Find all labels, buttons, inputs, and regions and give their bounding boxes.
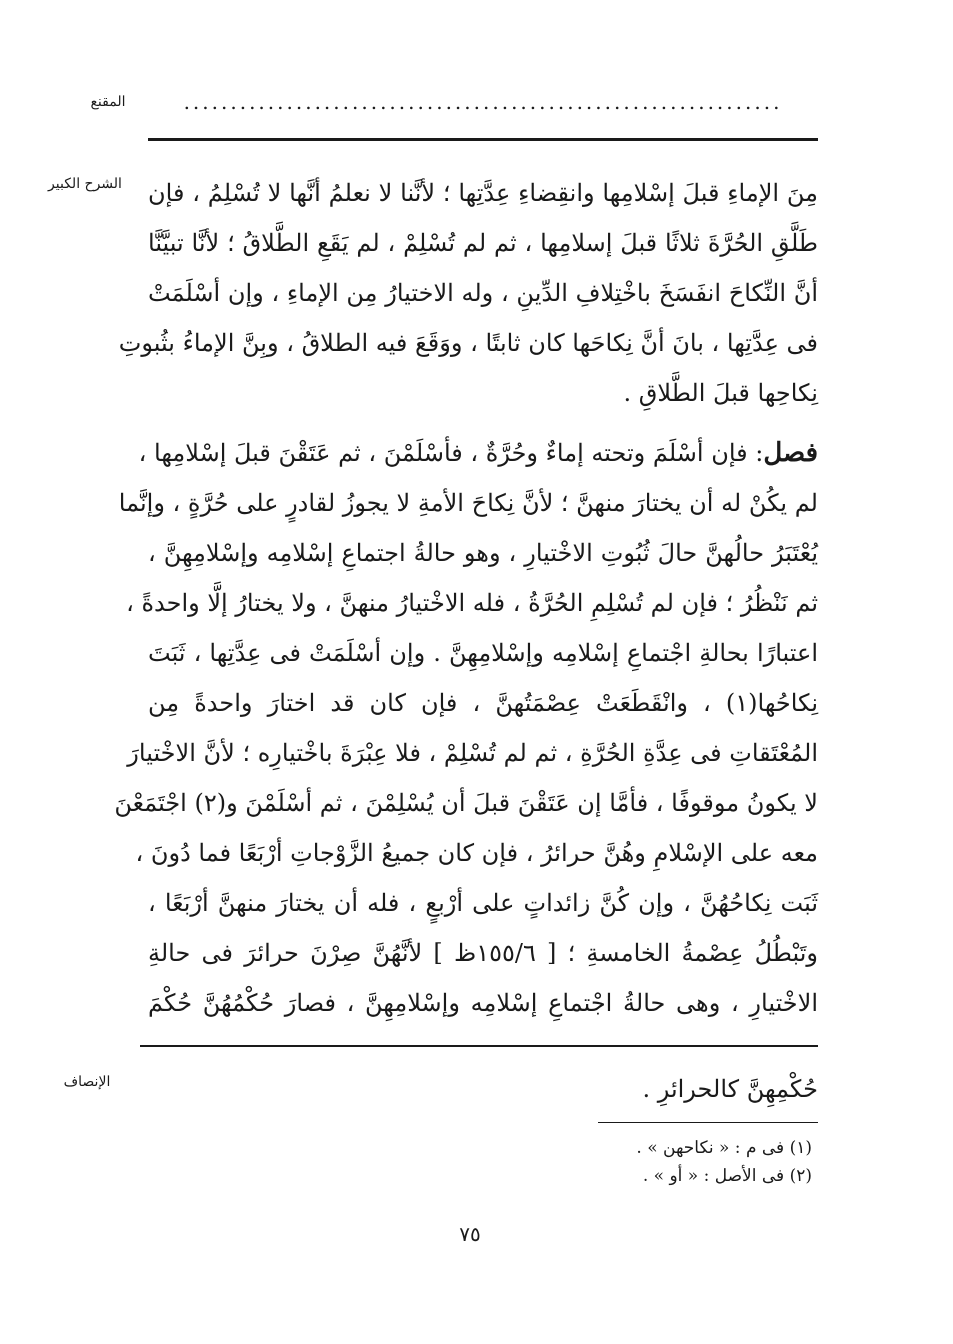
text-line: ثَبَت نِكاحُهُنَّ ، وإن كُنَّ زائداتٍ على أرْبعٍ ، فله أن يختارَ منهنَّ أرْبَعًا ، <box>148 889 818 917</box>
section-divider <box>140 1045 818 1047</box>
header-rule <box>148 138 818 141</box>
page-number: ٧٥ <box>459 1222 481 1246</box>
side-label-sharh: الشرح الكبير <box>48 176 122 192</box>
text-line: نِكاحِها قبلَ الطَّلاقِ . <box>623 379 818 407</box>
insaf-text-block <box>148 1064 818 1114</box>
footnotes <box>500 1134 812 1190</box>
running-title: المقنع <box>90 94 126 110</box>
side-label-insaf: الإنصاف <box>63 1074 111 1090</box>
text-line: يُعْتَبَرُ حالُهنَّ حالَ ثُبُوتِ الاخْتيارِ ، وهو حالةُ اجتماعِ إسْلامِه وإسْلامِهِنَّ ، <box>148 539 818 567</box>
text-line: معه على الإسْلامِ وهُنَّ حرائرُ ، فإن كان جميعُ الزَّوْجاتِ أرْبَعًا فما دُونَ ، <box>135 839 818 867</box>
text-line: المُعْتَقاتِ فى عِدَّةِ الحُرَّةِ ، ثم لم تُسْلِمْ ، فلا عِبْرَةَ باخْتيارِه ؛ لأنَّ الاخْتيارَ <box>127 739 818 767</box>
text-line: اعتبارًا بحالةِ اجْتماعِ إسْلامِه وإسْلامِهِنَّ . وإن أسْلَمَتْ فى عِدَّتِها ، ثَبَتَ <box>148 639 818 667</box>
sharh-text-block <box>118 168 818 418</box>
footnote: (٢) فى الأصل : « أو » . <box>642 1166 812 1186</box>
text-line: وتَبْطُلُ عِصْمةُ الخامسةِ ؛ [ ١٥٥/٦ظ ] لأنَّهُنَّ صِرْنَ حرائرَ فى حالةِ <box>148 939 819 967</box>
section-heading: فصل <box>763 438 818 468</box>
footnote: (١) فى م : « نكاحهن » . <box>636 1138 812 1158</box>
text-line: الاخْتيارِ ، وهى حالةُ اجْتماعِ إسْلامِه وإسْلامِهِنَّ ، فصارَ حُكْمُهُنَّ حُكْمَ <box>148 989 818 1017</box>
text-line: طَلَّقِ الحُرَّةَ ثلاثًا قبلَ إسلامِها ، ثم لم تُسْلِمْ ، لم يَقَعِ الطَّلاقُ ؛ لأنَّا تبيَّنَّا <box>148 229 818 257</box>
header-dotted-line: ................................................................ <box>183 90 783 114</box>
text-line: حُكْمِهِنَّ كالحرائرِ . <box>642 1075 818 1103</box>
text-line: : فإن أسْلَمَ وتحته إماءٌ وحُرَّةٌ ، فأسْلَمْنَ ، ثم عَتَقْنَ قبلَ إسْلامِها ، <box>138 439 764 467</box>
text-line: ثم نَنْظُرُ ؛ فإن لم تُسْلِمِ الحُرَّةُ ، فله الاخْتيارُ منهنَّ ، ولا يختارُ إلَّا واحدةً ، <box>126 589 818 617</box>
text-line: نِكاحُها(١) ، وانْقَطَعَتْ عِصْمَتُهنَّ ، فإن كان قد اختارَ واحدةً مِن <box>148 689 818 717</box>
text-line: فى عِدَّتِها ، بانَ أنَّ نِكاحَها كان ثابتًا ، ووَقَعَ فيه الطلاقُ ، وبِنَّ الإماءُ بثُبوتِ <box>118 329 818 357</box>
text-line-with-heading <box>138 428 818 478</box>
text-line: لا يكونُ موقوفًا ، فأمَّا إن عَتَقْنَ قبلَ أن يُسْلِمْنَ ، ثم أسْلَمْنَ و(٢) اجْتَمَعْنَ <box>114 789 818 817</box>
footnote-rule <box>598 1122 818 1123</box>
fasl-text-block <box>114 428 819 1028</box>
text-line: مِنَ الإماءِ قبلَ إسْلامِها وانقِضاءِ عِدَّتِها ؛ لأنَّنا لا نعلمُ أنَّها لا تُسْلِمُ ، فإن <box>148 179 818 207</box>
text-line: لم يكُنْ له أن يختارَ منهنَّ ؛ لأنَّ نِكاحَ الأمةِ لا يجوزُ لقادرٍ على حُرَّةٍ ، وإنَّما <box>118 489 818 517</box>
text-line: أنَّ النِّكاحَ انفَسَخَ باخْتِلافِ الدِّينِ ، وله الاختيارُ مِن الإماءِ ، وإن أسْلَمَتْ <box>148 279 818 307</box>
